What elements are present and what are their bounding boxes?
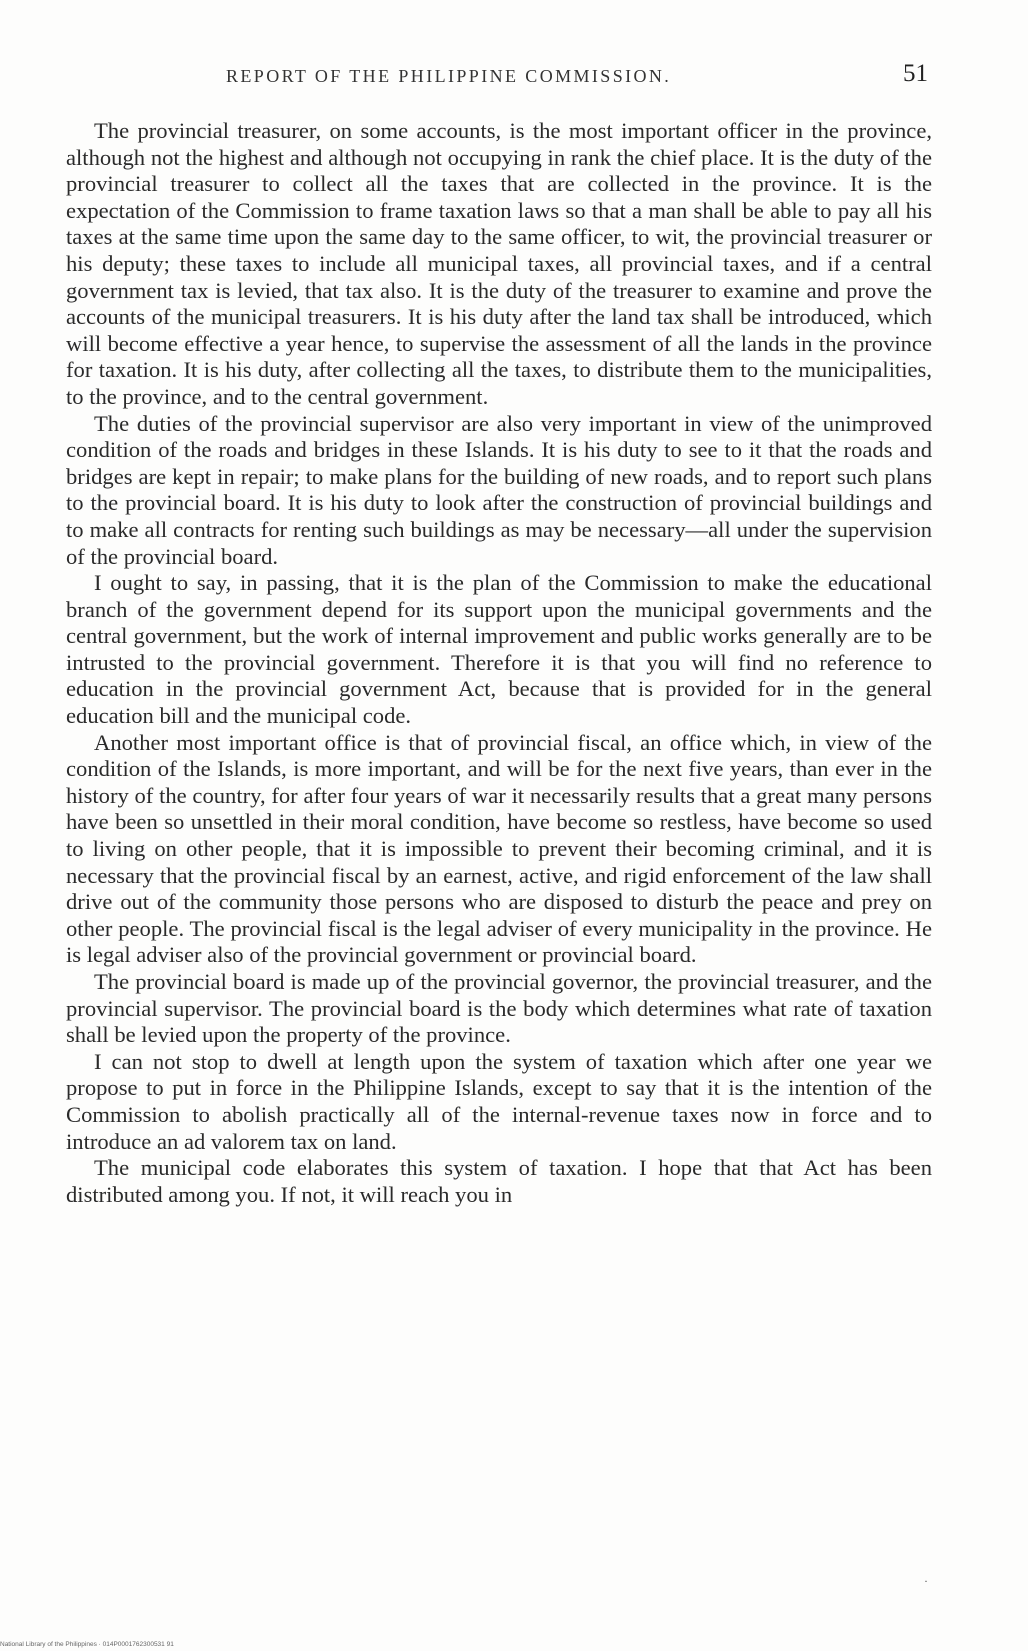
- paragraph-municipal-code: The municipal code elaborates this system of taxation. I hope that that Act has been distributed among you. If not, it will reach you in: [66, 1155, 932, 1207]
- body-text: [66, 118, 932, 1208]
- stray-dot-mark: ·: [924, 1574, 928, 1588]
- paragraph-taxation-system: I can not stop to dwell at length upon the system of taxation which after one year we propose to put in force in the Philippine Islands, except to say that it is the intention of the Commission to abolish practically all of the internal-revenue taxes now in force and to introduce an ad valorem tax on land.: [66, 1048, 932, 1154]
- page-header: [66, 62, 932, 96]
- scan-credit-footer: National Library of the Philippines · 014P0001762300531 91: [0, 1641, 174, 1648]
- paragraph-provincial-fiscal: Another most important office is that of provincial fiscal, an office which, in view of the condition of the Islands, is more important, and will be for the next five years, than ever in the history of the country, for after four years of war it necessarily results that a great many persons have been so unsettled in their moral condition, have become so restless, have become so used to living on other people, that it is impossible to prevent their becoming criminal, and it is necessary that the provincial fiscal by an earnest, active, and rigid enforcement of the law shall drive out of the community those persons who are disposed to disturb the peace and prey on other people. The provincial fiscal is the legal adviser of every municipality in the province. He is legal adviser also of the provincial government or provincial board.: [66, 729, 932, 968]
- running-head: REPORT OF THE PHILIPPINE COMMISSION.: [226, 66, 672, 86]
- paragraph-educational-branch: I ought to say, in passing, that it is the plan of the Commission to make the educational branch of the government depend for its support upon the municipal governments and the central government, but the work of internal improvement and public works generally are to be intrusted to the provincial government. Therefore it is that you will find no reference to education in the provincial government Act, because that is provided for in the general education bill and the municipal code.: [66, 570, 932, 729]
- paragraph-provincial-treasurer: The provincial treasurer, on some accounts, is the most important officer in the province, although not the highest and although not occupying in rank the chief place. It is the duty of the provincial treasurer to collect all the taxes that are collected in the province. It is the expectation of the Commission to frame taxation laws so that a man shall be able to pay all his taxes at the same time upon the same day to the same officer, to wit, the provincial treasurer or his deputy; these taxes to include all municipal taxes, all provincial taxes, and if a central government tax is levied, that tax also. It is the duty of the treasurer to examine and prove the accounts of the municipal treasurers. It is his duty after the land tax shall be introduced, which will become effective a year hence, to supervise the assessment of all the lands in the province for taxation. It is his duty, after collecting all the taxes, to distribute them to the municipalities, to the province, and to the central government.: [66, 118, 932, 409]
- paragraph-provincial-supervisor: The duties of the provincial supervisor are also very important in view of the unimproved condition of the roads and bridges in these Islands. It is his duty to see to it that the roads and bridges are kept in repair; to make plans for the building of new roads, and to report such plans to the provincial board. It is his duty to look after the construction of provincial buildings and to make all contracts for renting such buildings as may be necessary—all under the supervision of the provincial board.: [66, 410, 932, 569]
- paragraph-provincial-board: The provincial board is made up of the provincial governor, the provincial treasurer, and the provincial supervisor. The provincial board is the body which determines what rate of taxation shall be levied upon the property of the province.: [66, 969, 932, 1048]
- page-number: 51: [903, 60, 928, 87]
